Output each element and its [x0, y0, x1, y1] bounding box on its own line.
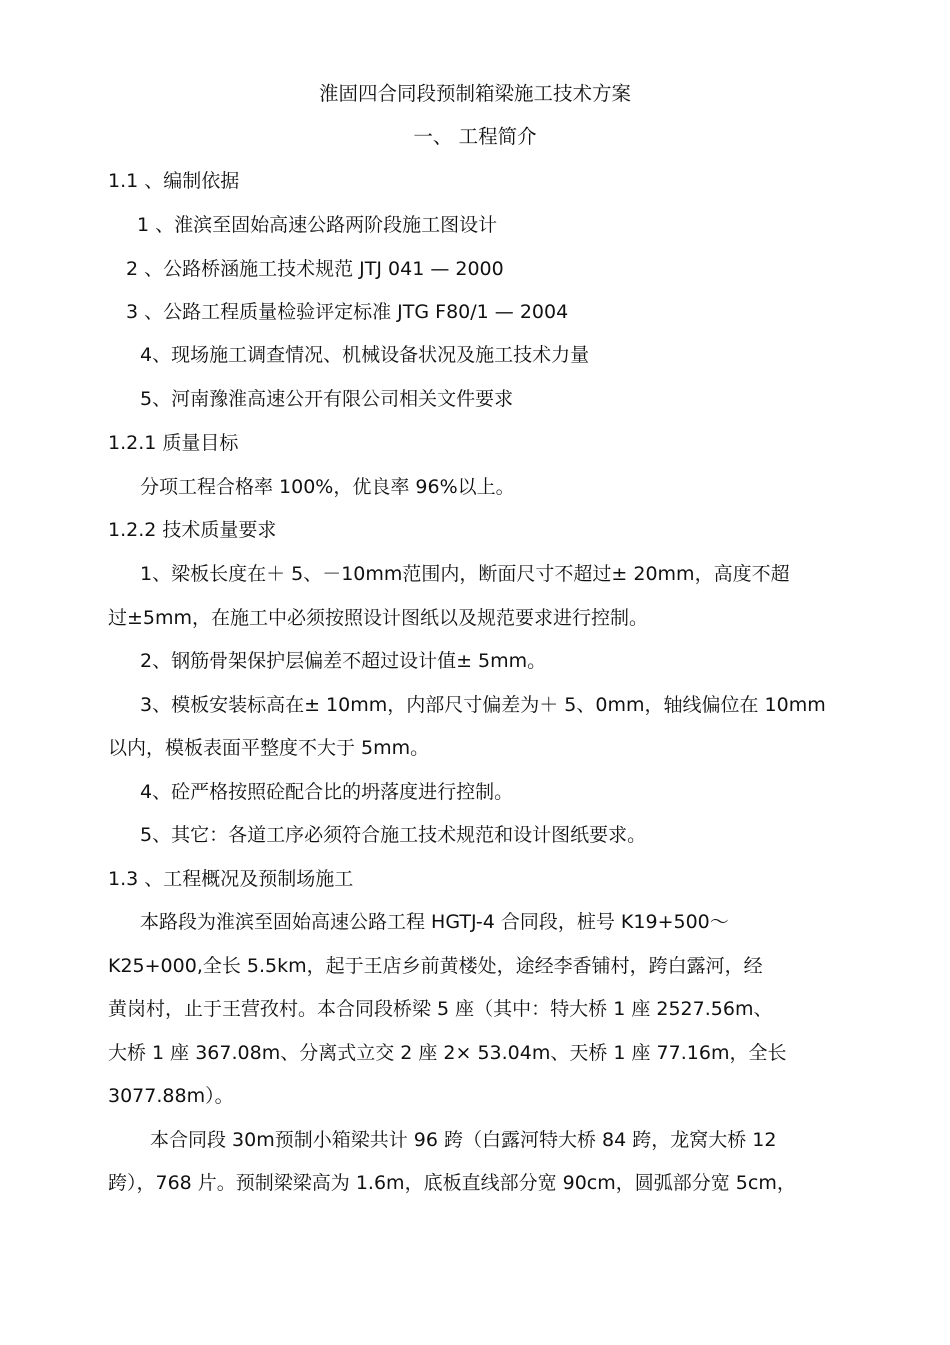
- requirement-1-line-1: 1、梁板长度在＋ 5、－10mm范围内，断面尺寸不超过± 20mm，高度不超: [140, 563, 790, 585]
- requirement-2: 2、钢筋骨架保护层偏差不超过设计值± 5mm。: [140, 650, 547, 672]
- document-title: 淮固四合同段预制箱梁施工技术方案: [318, 82, 631, 105]
- requirement-3-line-1: 3、模板安装标高在± 10mm，内部尺寸偏差为＋ 5、0mm，轴线偏位在 10mm: [140, 694, 826, 716]
- heading-1-2-1: 1.2.1 质量目标: [108, 432, 239, 454]
- beam-line-2: 跨），768 片。预制梁梁高为 1.6m，底板直线部分宽 90cm，圆弧部分宽 5cm，: [108, 1172, 796, 1194]
- basis-item-1: 1 、淮滨至固始高速公路两阶段施工图设计: [137, 214, 498, 236]
- requirement-4: 4、砼严格按照砼配合比的坍落度进行控制。: [140, 781, 514, 803]
- section-heading: 一、 工程简介: [413, 125, 537, 148]
- requirement-5: 5、其它：各道工序必须符合施工技术规范和设计图纸要求。: [140, 824, 647, 846]
- overview-line-2: K25+000,全长 5.5km，起于王店乡前黄楼处，途经李香铺村，跨白露河，经: [108, 955, 763, 977]
- heading-1-1: 1.1 、编制依据: [108, 170, 240, 192]
- basis-item-3: 3 、公路工程质量检验评定标准 JTG F80/1 — 2004: [126, 301, 569, 323]
- basis-item-4: 4、现场施工调查情况、机械设备状况及施工技术力量: [140, 344, 590, 366]
- overview-line-4: 大桥 1 座 367.08m、分离式立交 2 座 2× 53.04m、天桥 1 座 77.16m，全长: [108, 1042, 787, 1064]
- heading-1-2-2: 1.2.2 技术质量要求: [108, 519, 277, 541]
- overview-line-5: 3077.88m）。: [108, 1085, 234, 1107]
- beam-line-1: 本合同段 30m预制小箱梁共计 96 跨（白露河特大桥 84 跨，龙窝大桥 12: [150, 1129, 777, 1151]
- quality-target-text: 分项工程合格率 100%，优良率 96%以上。: [140, 476, 515, 498]
- heading-1-3: 1.3 、工程概况及预制场施工: [108, 868, 354, 890]
- overview-line-1: 本路段为淮滨至固始高速公路工程 HGTJ-4 合同段，桩号 K19+500～: [140, 911, 729, 933]
- basis-item-5: 5、河南豫淮高速公开有限公司相关文件要求: [140, 388, 514, 410]
- requirement-3-line-2: 以内，模板表面平整度不大于 5mm。: [108, 737, 430, 759]
- requirement-1-line-2: 过±5mm，在施工中必须按照设计图纸以及规范要求进行控制。: [108, 607, 649, 629]
- basis-item-2: 2 、公路桥涵施工技术规范 JTJ 041 — 2000: [126, 258, 504, 280]
- overview-line-3: 黄岗村，止于王营孜村。本合同段桥梁 5 座（其中：特大桥 1 座 2527.56m、: [108, 998, 773, 1020]
